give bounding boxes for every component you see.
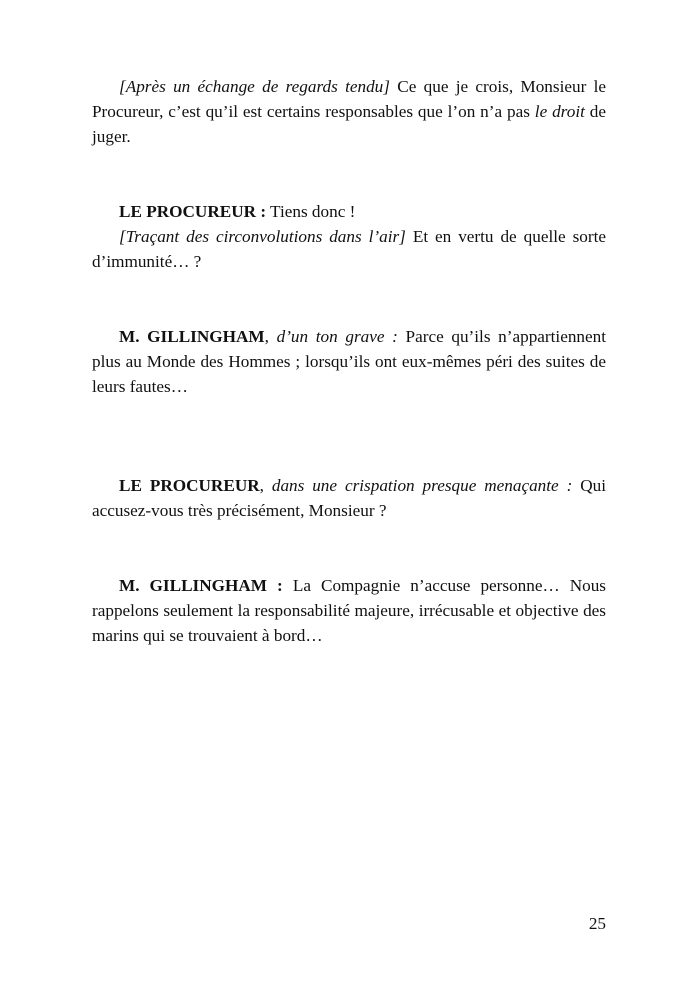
speaker-name: M. GILLINGHAM — [119, 327, 265, 346]
separator: , — [264, 327, 277, 346]
dialogue-text: de juger. — [92, 102, 606, 146]
stage-direction: [Après un échange de regards tendu] — [119, 77, 390, 96]
dialogue-text: Ce que je crois, Monsieur le Procureur, c’est qu’il est certains responsables que l’on n’a pas — [92, 77, 606, 121]
dialogue-text: La Compagnie n’accuse personne… Nous rappelons seulement la responsabilité majeure, irrécusable et objective des marins qui se trouvaient à bord… — [92, 576, 607, 645]
stage-direction: [Traçant des circonvolutions dans l’air] — [119, 227, 406, 246]
page-body — [92, 74, 606, 648]
speaker-name: LE PROCUREUR : — [119, 202, 267, 221]
paragraph-4 — [92, 324, 606, 399]
speaker-name: M. GILLINGHAM : — [119, 576, 283, 595]
paragraph-6 — [92, 573, 606, 648]
paragraph-2 — [92, 199, 606, 224]
speaker-name: LE PROCUREUR — [119, 476, 260, 495]
dialogue-text: Parce qu’ils n’appartiennent plus au Monde des Hommes ; lorsqu’ils ont eux-mêmes péri des suites de leurs fautes… — [92, 327, 607, 396]
paragraph-1 — [92, 74, 606, 149]
page-number: 25 — [588, 914, 606, 933]
dialogue-text: Et en vertu de quelle sorte d’immunité… ? — [92, 227, 606, 271]
separator: , — [259, 476, 272, 495]
emphasis: le droit — [534, 102, 585, 121]
paragraph-5 — [92, 473, 606, 523]
dialogue-text: Qui accusez-vous très précisément, Monsieur ? — [92, 476, 606, 520]
stage-direction: dans une crispation presque menaçante : — [271, 476, 573, 495]
paragraph-3 — [92, 224, 606, 274]
dialogue-text: Tiens donc ! — [266, 202, 356, 221]
stage-direction: d’un ton grave : — [276, 327, 398, 346]
